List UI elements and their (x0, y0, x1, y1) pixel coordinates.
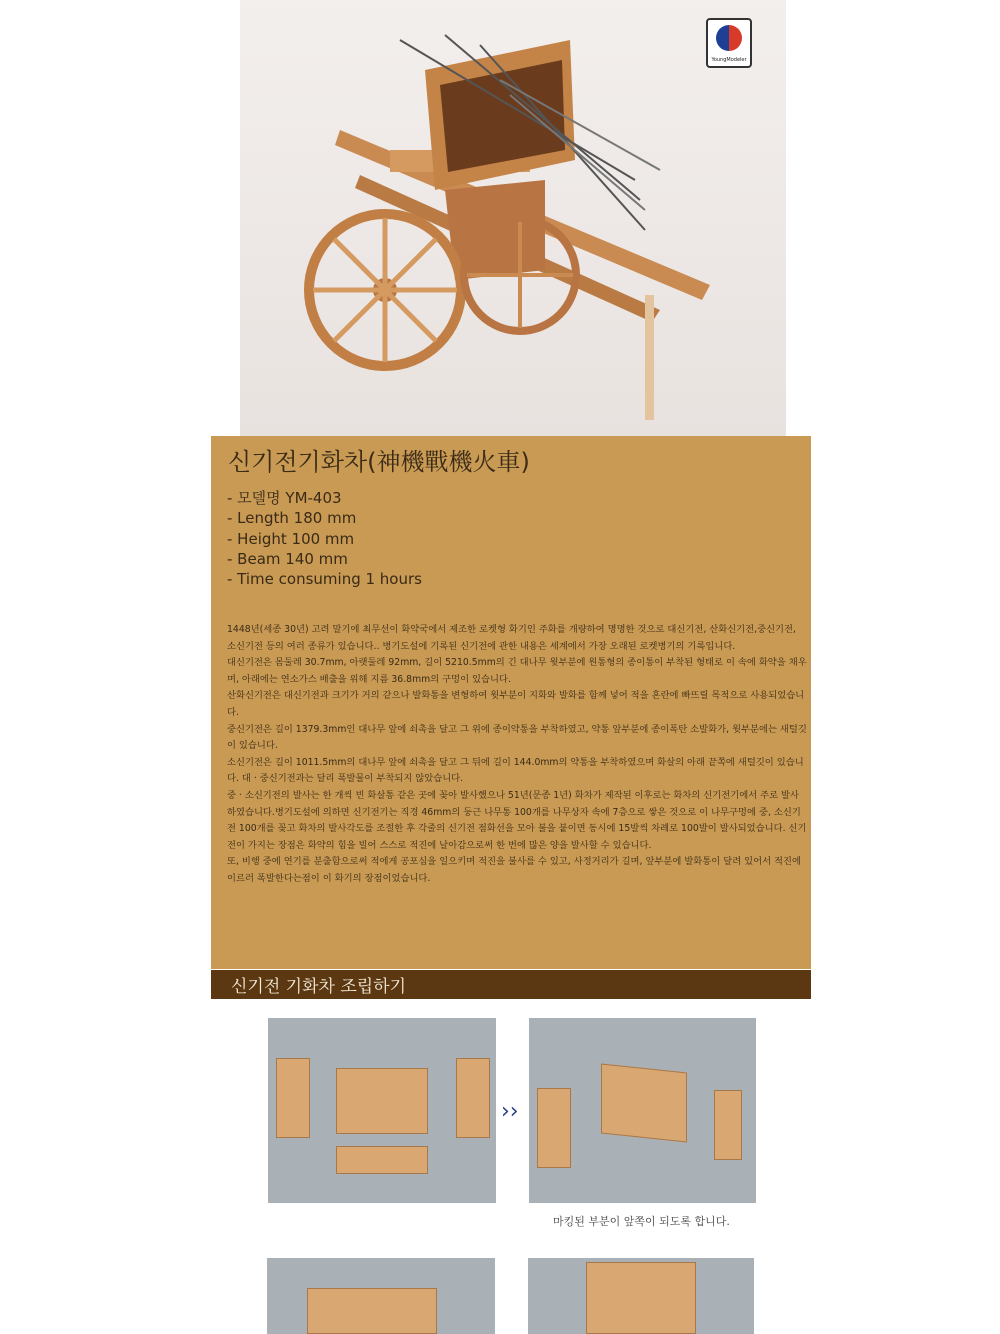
description-paragraph: 또, 비행 중에 연기를 분출함으로써 적에게 공포심을 일으키며 적진을 불사를 수 있고, 사정거리가 길며, 앞부분에 발화통이 달려 있어서 적진에 이르러 폭발한다는점이 이 화기의 장점이었습니다. (227, 856, 801, 884)
description-paragraph: 1448년(세종 30년) 고려 말기에 최무선이 화약국에서 제조한 로켓형 화기인 주화를 개량하여 명명한 것으로 대신기전, 산화신기전,중신기전, 소신기전 등의 여러 종류가 있습니다.. 병기도설에 기록된 신기전에 관한 내용은 세계에서 가장 오래된 로켓병기의 기록입니다. (227, 624, 796, 652)
assembly-heading: 신기전 기화차 조립하기 (231, 977, 407, 997)
hwacha-illustration (240, 0, 786, 436)
step-photo-assembly-2 (528, 1258, 754, 1334)
brand-logo (706, 18, 752, 68)
next-step-arrow-icon: ›› (501, 1099, 519, 1124)
step-photo-assembly-1 (267, 1258, 495, 1334)
logo-emblem-icon (716, 25, 742, 51)
spec-item: - 모델명 YM-403 (227, 489, 342, 507)
description (227, 622, 807, 888)
spec-item: - Height 100 mm (227, 529, 355, 548)
product-title: 신기전기화차(神機戰機火車) (228, 448, 530, 476)
step-caption: 마킹된 부분이 앞쪽이 되도록 합니다. (553, 1215, 730, 1228)
spec-item: - Beam 140 mm (227, 549, 348, 568)
spec-item: - Length 180 mm (227, 509, 357, 528)
spec-item: - Time consuming 1 hours (227, 570, 422, 589)
step-photo-parts-flat (268, 1018, 496, 1203)
step-photo-parts-standing (529, 1018, 756, 1203)
description-paragraph: 중 · 소신기전의 발사는 한 개씩 빈 화살통 같은 곳에 꽂아 발사했으나 51년(문종 1년) 화차가 제작된 이후로는 화차의 신기전기에서 주로 발사하였습니다.병기도설에 의하면 신기전기는 직경 46mm의 둥근 나무통 100개를 나무상자 속에 7층으로 쌓은 것으로 이 나무구멍에 중, 소신기전 100개를 꽂고 화차의 발사각도를 조절한 후 각줄의 신기전 점화선을 모아 불을 붙이면 동시에 15발씩 차례로 100발이 발사되었습니다. 신기전이 가지는 장점은 화약의 힘을 빌어 스스로 적진에 날아감으로써 한 번에 많은 양을 발사할 수 있습니다. (227, 789, 807, 851)
description-paragraph: 소신기전은 길이 1011.5mm의 대나무 앞에 쇠촉을 달고 그 뒤에 길이 144.0mm의 약통을 부착하였으며 화살의 아래 끝쪽에 새털깃이 있습니다. 대 · 중신기전과는 달리 폭발물이 부착되지 않았습니다. (227, 756, 804, 785)
logo-text: YoungModeler (711, 57, 747, 63)
product-photo (240, 0, 786, 436)
spec-list (227, 488, 422, 589)
description-paragraph: 중신기전은 길이 1379.3mm인 대나무 앞에 쇠촉을 달고 그 위에 종이약통을 부착하였고, 약통 앞부분에 종이폭탄 소발화가, 윗부분에는 새털깃이 있습니다. (227, 723, 807, 752)
description-paragraph: 산화신기전은 대신기전과 크기가 거의 같으나 발화통을 변형하여 윗부분이 지화와 발화를 함께 넣어 적을 혼란에 빠뜨릴 목적으로 사용되었습니다. (227, 690, 805, 718)
assembly-banner (211, 970, 811, 999)
description-paragraph: 대신기전은 몸둘레 30.7mm, 아랫둘레 92mm, 길이 5210.5mm의 긴 대나무 윗부분에 원통형의 종이통이 부착된 형태로 이 속에 화약을 채우며, 아래에는 연소가스 배출을 위해 지름 36.8mm의 구멍이 있습니다. (227, 657, 807, 685)
info-panel (211, 436, 811, 969)
